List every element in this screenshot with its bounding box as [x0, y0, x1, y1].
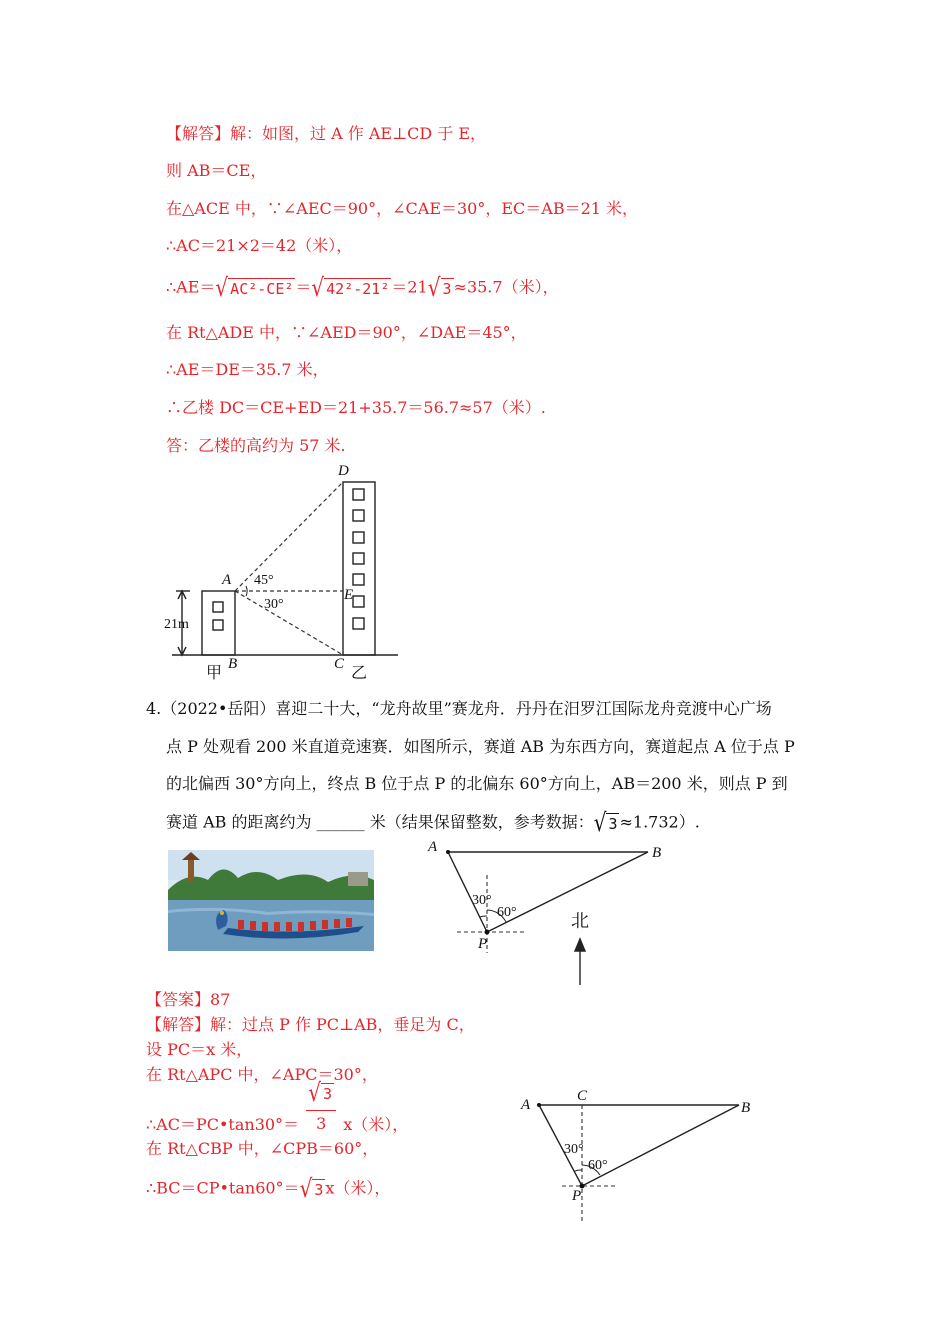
label-P: P: [478, 936, 488, 952]
label-P: P: [572, 1188, 582, 1204]
label-C: C: [334, 656, 345, 672]
building-yi-label: 乙: [351, 665, 368, 682]
label-C: C: [577, 1088, 588, 1104]
height-label: 21m: [164, 617, 189, 632]
solution-line-4: ∴AC＝21×2＝42（米），: [166, 236, 353, 255]
problem-4-line-3: 的北偏西 30°方向上，终点 B 位于点 P 的北偏东 60°方向上，AB＝200 米，则点 P 到: [166, 774, 788, 793]
solution-line-9: 答：乙楼的高约为 57 米.: [166, 436, 346, 455]
north-label: 北: [571, 911, 589, 931]
answer4-line-4: ∴AC＝PC•tan30°＝ $\frac{√ 3}{3}$ x（米），: [146, 1076, 409, 1134]
label-A: A: [222, 572, 232, 588]
dragon-boat-photo: [168, 850, 374, 951]
sqrt-expression: √ AC²-CE²: [215, 272, 294, 302]
building-diagram: [160, 462, 410, 687]
solution-diagram: [515, 1085, 765, 1230]
sqrt-expression: √ 3: [427, 272, 452, 302]
solution-line-5: ∴AE＝√ AC²-CE² ＝√ 42²-21² ＝21√ 3 ≈35.7（米），: [166, 272, 559, 302]
angle-30-label: 30°: [264, 597, 284, 612]
solution-line-6: 在 Rt△ADE 中，∵∠AED＝90°，∠DAE＝45°，: [166, 323, 527, 342]
angle-45-label: 45°: [254, 573, 274, 588]
solution-line-2: 则 AB＝CE，: [166, 161, 267, 180]
angle-30-label: 30°: [564, 1142, 584, 1157]
label-A: A: [521, 1097, 531, 1113]
label-B: B: [228, 656, 238, 672]
building-jia-label: 甲: [206, 665, 223, 682]
angle-30-label: 30°: [472, 893, 492, 908]
label-B: B: [741, 1100, 751, 1116]
angle-60-label: 60°: [497, 905, 517, 920]
sqrt-expression: √ 3: [593, 807, 618, 837]
solution-line-7: ∴AE＝DE＝35.7 米，: [166, 360, 329, 379]
answer-line: 【答案】87: [146, 990, 231, 1009]
course-diagram: [420, 835, 680, 990]
fraction-sqrt3-over-3: $\frac{√ 3}{3}$: [304, 1116, 338, 1136]
sqrt-expression: √ 42²-21²: [311, 272, 390, 302]
solution-line-1: 【解答】解：如图，过 A 作 AE⊥CD 于 E，: [166, 124, 487, 143]
answer4-line-6: ∴BC＝CP•tan60°＝√ 3 x（米），: [146, 1173, 391, 1203]
answer4-line-2: 设 PC＝x 米，: [146, 1040, 253, 1059]
sqrt-expression: √ 3: [299, 1173, 324, 1203]
problem-4-line-1: 4.（2022•岳阳）喜迎二十大，“龙舟故里”赛龙舟．丹丹在汨罗江国际龙舟竞渡中心广场: [146, 699, 772, 718]
label-D: D: [338, 463, 349, 479]
label-A: A: [428, 839, 438, 855]
solution-line-3: 在△ACE 中，∵∠AEC＝90°，∠CAE＝30°，EC＝AB＝21 米，: [166, 199, 639, 218]
angle-60-label: 60°: [588, 1158, 608, 1173]
label-B: B: [652, 845, 662, 861]
label-E: E: [344, 587, 354, 603]
answer4-line-1: 【解答】解：过点 P 作 PC⊥AB，垂足为 C，: [146, 1015, 475, 1034]
answer-blank: ______: [316, 812, 365, 832]
answer4-line-3: 在 Rt△APC 中，∠APC＝30°，: [146, 1065, 378, 1084]
answer4-line-5: 在 Rt△CBP 中，∠CPB＝60°，: [146, 1139, 379, 1158]
problem-4-line-2: 点 P 处观看 200 米直道竞速赛．如图所示，赛道 AB 为东西方向，赛道起点 A 位于点 P: [166, 737, 795, 756]
solution-line-8: ∴乙楼 DC＝CE+ED＝21+35.7＝56.7≈57（米）.: [166, 398, 546, 417]
problem-4-line-4: 赛道 AB 的距离约为 ______ 米（结果保留整数，参考数据：√ 3 ≈1.732）.: [166, 807, 700, 837]
